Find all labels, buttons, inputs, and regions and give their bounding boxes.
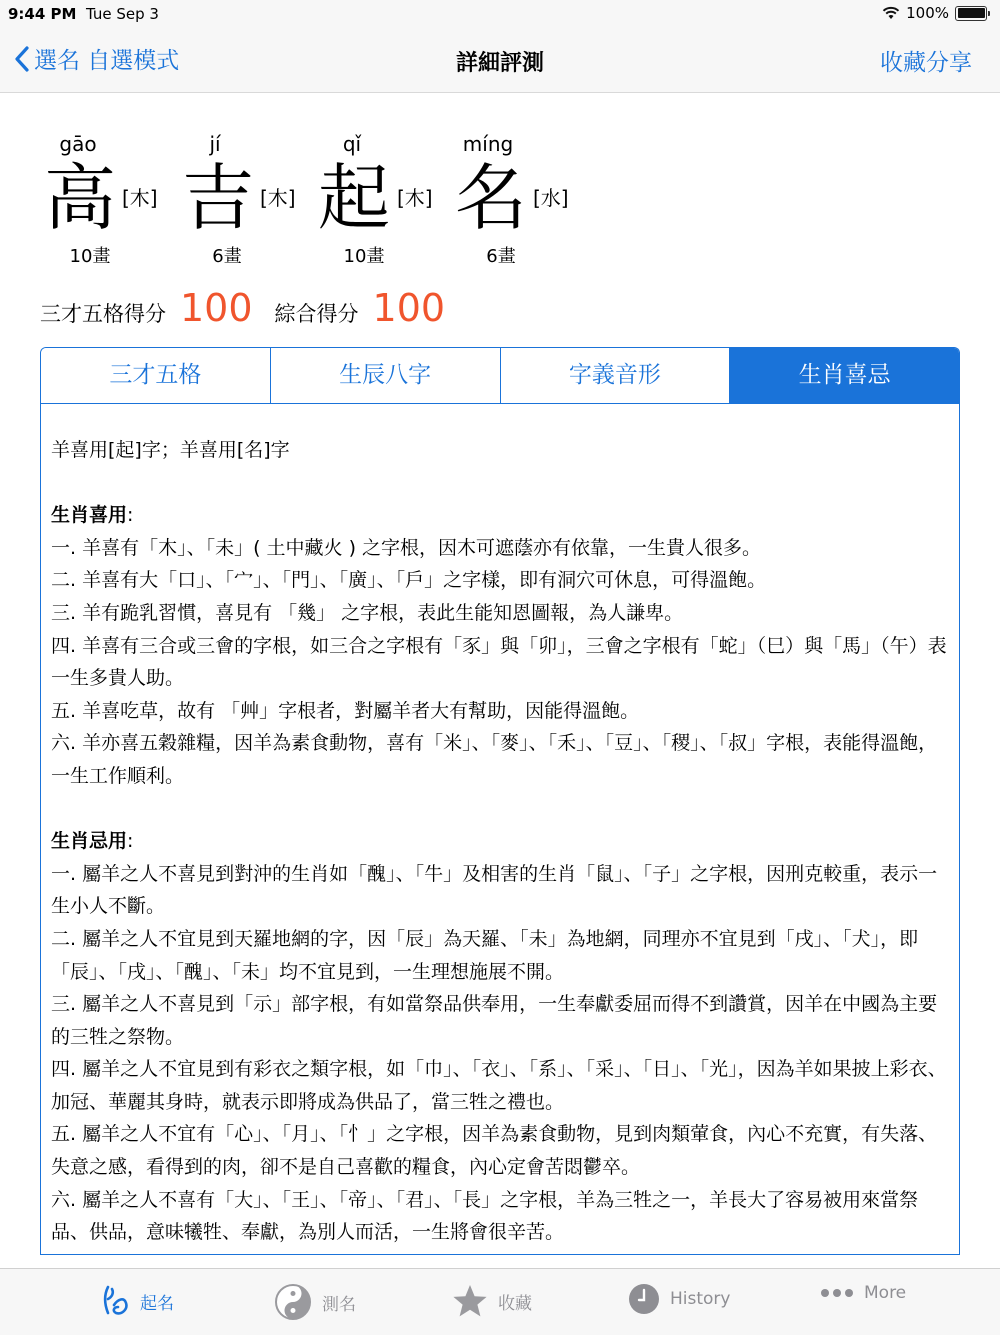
bottom-tab-bar	[0, 1268, 1000, 1335]
score-summary	[40, 286, 467, 330]
status-indicators	[882, 4, 990, 22]
wifi-icon	[882, 6, 900, 20]
name-char-2: 吉	[182, 156, 255, 240]
like-heading-colon: :	[127, 504, 134, 527]
avoid-item: 二. 屬羊之人不宜見到天羅地網的字，因「辰」為天羅、「未」為地網，同理亦不宜見到「戌」、「犬」，即「辰」、「戌」、「醜」、「未」均不宜見到，一生理想施展不開。	[51, 927, 919, 983]
avoid-item: 一. 屬羊之人不喜見到對沖的生肖如「醜」、「牛」及相害的生肖「鼠」、「子」之字根，因刑克較重，表示一生小人不斷。	[51, 862, 938, 918]
back-label: 選名 自選模式	[34, 48, 180, 74]
tabbar-label-test-name: 測名	[322, 1294, 356, 1315]
strokes-3: 10畫	[343, 246, 385, 267]
tabbar-item-favorites[interactable]	[452, 1283, 532, 1319]
pinyin-1: gāo	[59, 132, 97, 156]
yin-yang-icon	[274, 1283, 312, 1321]
intro-text: 羊喜用[起]字；羊喜用[名]字	[51, 439, 290, 461]
element-1: [木]	[122, 186, 158, 210]
tabbar-label-more: More	[864, 1283, 907, 1303]
tabbar-label-favorites: 收藏	[498, 1293, 532, 1314]
pinyin-4: míng	[462, 132, 514, 156]
page-title: 詳細評測	[455, 51, 544, 76]
strokes-4: 6畫	[486, 246, 516, 267]
tabbar-item-history[interactable]	[628, 1283, 730, 1315]
navigation-bar	[0, 28, 1000, 93]
analysis-tabs	[40, 347, 960, 403]
tab-birth-bazi[interactable]: 生辰八字	[271, 348, 501, 403]
name-brush-icon	[100, 1283, 130, 1319]
clock-icon	[628, 1283, 660, 1315]
like-heading: 生肖喜用	[51, 504, 128, 527]
pinyin-3: qǐ	[342, 132, 362, 156]
element-3: [木]	[397, 186, 433, 210]
name-char-3: 起	[318, 156, 391, 240]
status-bar	[0, 0, 1000, 28]
avoid-heading: 生肖忌用	[51, 830, 128, 853]
name-char-4: 名	[455, 156, 528, 240]
avoid-item: 四. 屬羊之人不宜見到有彩衣之類字根，如「巾」、「衣」、「系」、「采」、「日」、「光」，因為羊如果披上彩衣、加冠、華麗其身時，就表示即將成為供品了，當三牲之禮也。	[51, 1058, 947, 1113]
like-item: 三. 羊有跪乳習慣，喜見有 「幾」 之字根，表此生能知恩圖報，為人謙卑。	[51, 601, 684, 624]
status-time: 9:44 PM	[8, 5, 77, 23]
tabbar-label-history: History	[670, 1289, 731, 1309]
like-item: 一. 羊喜有「木」、「未」( 土中藏火 ) 之字根，因木可遮蔭亦有依靠，一生貴人很多。	[51, 536, 762, 559]
battery-icon	[955, 6, 987, 21]
tabbar-label-naming: 起名	[140, 1293, 174, 1314]
star-icon	[452, 1283, 488, 1319]
like-item: 五. 羊喜吃草，故有 「艸」字根者，對屬羊者大有幫助，因能得溫飽。	[51, 699, 640, 722]
like-item: 二. 羊喜有大「口」、「宀」、「門」、「廣」、「戶」之字樣，即有洞穴可休息，可得溫飽。	[51, 569, 767, 592]
pinyin-2: jí	[209, 132, 221, 156]
tab-meaning-sound-shape[interactable]: 字義音形	[501, 348, 731, 403]
tabbar-item-test-name[interactable]	[274, 1283, 356, 1321]
battery-tip	[988, 11, 990, 16]
tab-sancai-wuge[interactable]: 三才五格	[41, 348, 271, 403]
status-date: Tue Sep 3	[86, 5, 159, 23]
tabbar-item-more[interactable]	[820, 1283, 906, 1303]
avoid-heading-colon: :	[127, 830, 134, 853]
sancai-score-label: 三才五格得分	[40, 302, 166, 326]
tabbar-item-naming[interactable]	[100, 1283, 174, 1319]
avoid-item: 五. 屬羊之人不宜有「心」、「月」、「忄」之字根，因羊為素食動物，見到肉類葷食，內心不充實，有失落、失意之感，看得到的肉，卻不是自己喜歡的糧食，內心定會苦悶鬱卒。	[51, 1123, 938, 1179]
tab-zodiac-preferences[interactable]: 生肖喜忌	[730, 348, 959, 403]
strokes-1: 10畫	[69, 246, 111, 267]
avoid-item: 三. 屬羊之人不喜見到「示」部字根，有如當祭品供奉用，一生奉獻委屈而得不到讚賞，因羊在中國為主要的三牲之祭物。	[51, 993, 938, 1048]
sancai-score-value: 100	[180, 286, 253, 330]
element-4: [水]	[533, 186, 569, 210]
like-item: 四. 羊喜有三合或三會的字根，如三合之字根有「豕」與「卯」，三會之字根有「蛇」（巳）與「馬」（午）表一生多貴人助。	[51, 634, 947, 690]
overall-score-label: 綜合得分	[274, 302, 359, 326]
avoid-item: 六. 屬羊之人不喜有「大」、「王」、「帝」、「君」、「長」之字根，羊為三牲之一，羊長大了容易被用來當祭品、供品，意味犧牲、奉獻，為別人而活，一生將會很辛苦。	[51, 1188, 919, 1244]
more-dots-icon	[820, 1288, 854, 1298]
strokes-2: 6畫	[212, 246, 242, 267]
name-char-1: 高	[44, 156, 117, 240]
battery-percent: 100%	[906, 4, 949, 22]
like-item: 六. 羊亦喜五穀雜糧，因羊為素食動物，喜有「米」、「麥」、「禾」、「豆」、「稷」、「叔」字根，表能得溫飽，一生工作順利。	[51, 732, 938, 787]
share-button[interactable]: 收藏分享	[880, 50, 972, 76]
element-2: [木]	[260, 186, 296, 210]
overall-score-value: 100	[372, 286, 446, 330]
zodiac-content	[40, 403, 960, 1255]
